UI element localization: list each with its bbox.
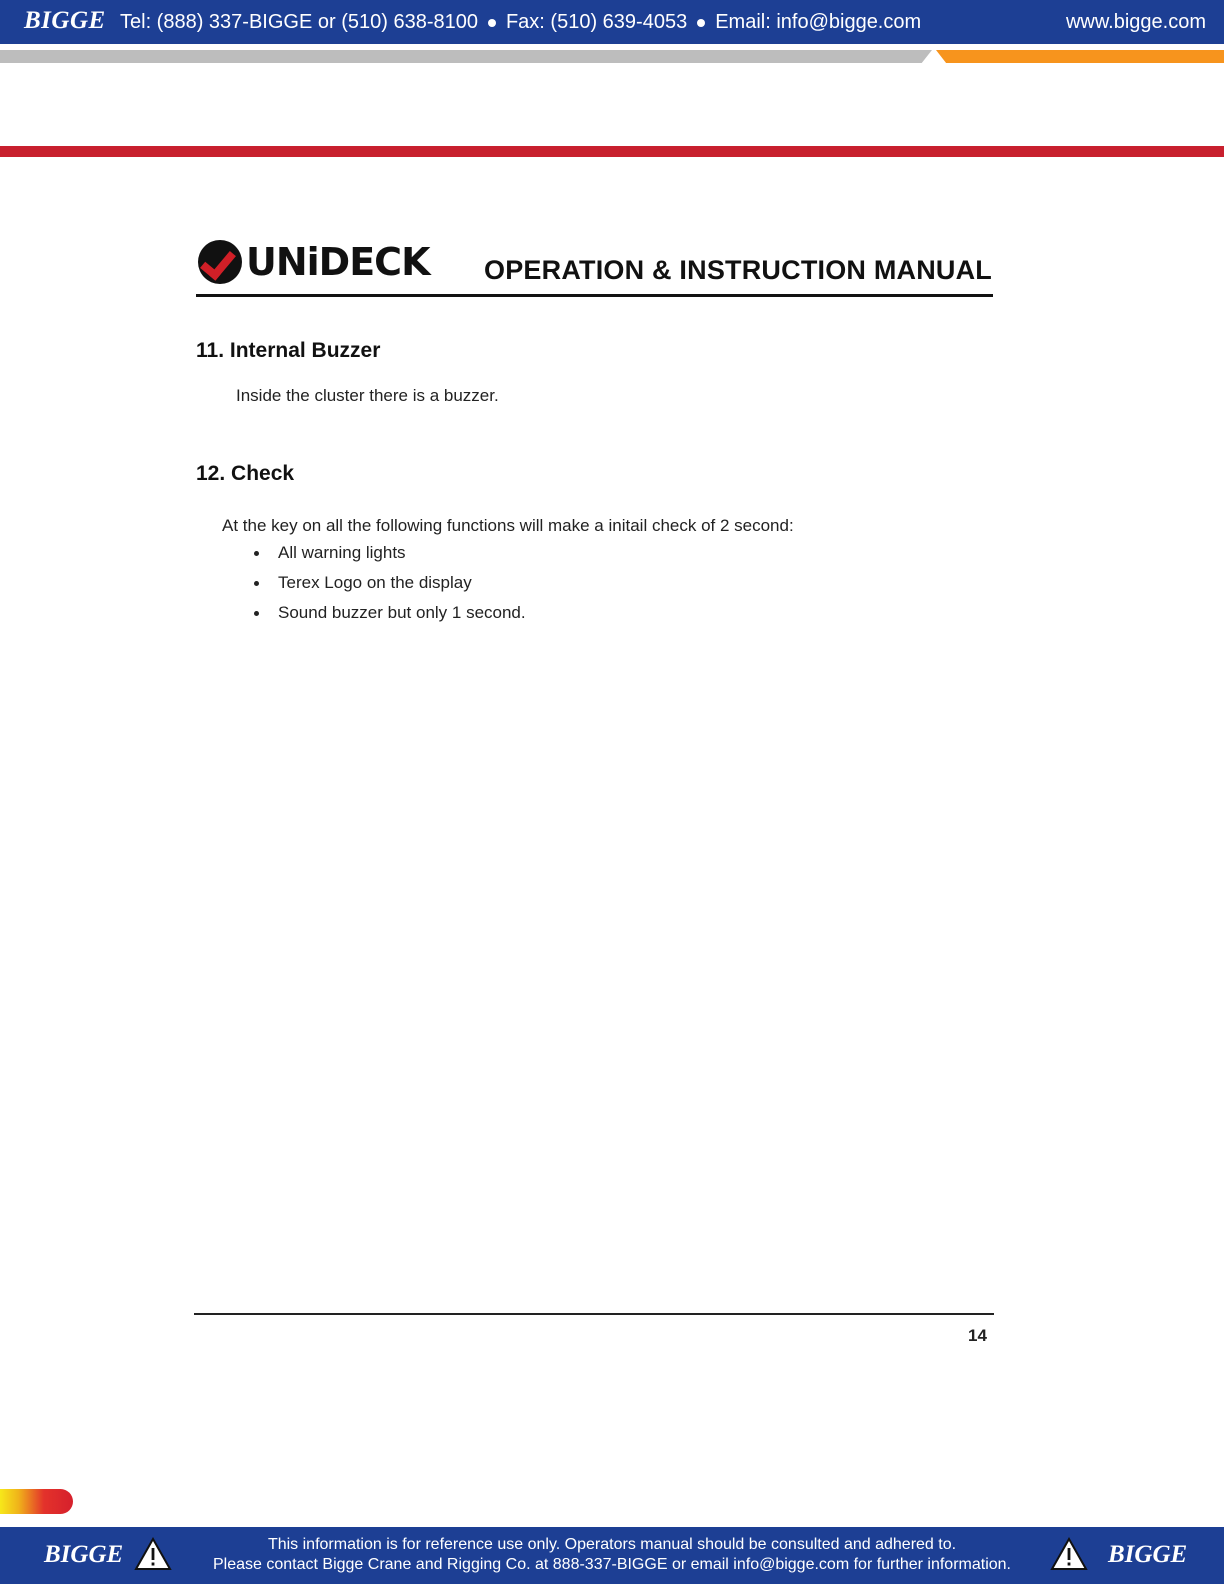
- section-text-check: At the key on all the following functions will make a initail check of 2 second:: [222, 516, 794, 535]
- red-divider: [0, 146, 1224, 157]
- bigge-logo[interactable]: BIGGE: [44, 1541, 124, 1568]
- warning-triangle-icon: [1050, 1537, 1088, 1571]
- manual-title: OPERATION & INSTRUCTION MANUAL: [484, 255, 992, 285]
- list-item: All warning lights: [254, 538, 526, 568]
- unideck-wordmark: UNiDECK: [246, 240, 430, 284]
- section-heading-internal-buzzer: 11. Internal Buzzer: [196, 339, 381, 362]
- footer-rule: [194, 1313, 994, 1315]
- telephone[interactable]: Tel: (888) 337-BIGGE or (510) 638-8100: [120, 11, 478, 33]
- orange-accent-strip: [936, 50, 1224, 63]
- contact-info: [120, 11, 921, 34]
- top-contact-bar: [0, 0, 1224, 44]
- unideck-check-icon: [198, 240, 242, 284]
- bullet-dot-icon: [697, 19, 705, 27]
- warning-triangle-icon: [134, 1537, 172, 1571]
- disclaimer-text: [190, 1535, 1034, 1575]
- disclaimer-line-1: This information is for reference use only. Operators manual should be consulted and adhered to.: [267, 1536, 957, 1553]
- page-number: 14: [968, 1326, 987, 1345]
- header-rule: [196, 294, 993, 297]
- list-item: Sound buzzer but only 1 second.: [254, 598, 526, 628]
- fax: Fax: (510) 639-4053: [505, 11, 688, 33]
- bigge-logo[interactable]: BIGGE: [1108, 1541, 1188, 1568]
- unideck-logo: [198, 238, 430, 286]
- section-text-internal-buzzer: Inside the cluster there is a buzzer.: [236, 386, 499, 405]
- list-item: Terex Logo on the display: [254, 568, 526, 598]
- check-bullet-list: [254, 538, 526, 628]
- bullet-dot-icon: [488, 19, 496, 27]
- section-heading-check: 12. Check: [196, 462, 295, 485]
- email[interactable]: Email: info@bigge.com: [715, 11, 922, 33]
- gradient-tab-decoration: [0, 1489, 73, 1514]
- website-link[interactable]: www.bigge.com: [1065, 11, 1206, 33]
- bottom-disclaimer-bar: [0, 1527, 1224, 1584]
- bigge-logo[interactable]: BIGGE: [24, 7, 106, 34]
- grey-accent-strip: [0, 50, 932, 63]
- disclaimer-line-2: Please contact Bigge Crane and Rigging Co. at 888-337-BIGGE or email info@bigge.com for further information.: [213, 1556, 1011, 1573]
